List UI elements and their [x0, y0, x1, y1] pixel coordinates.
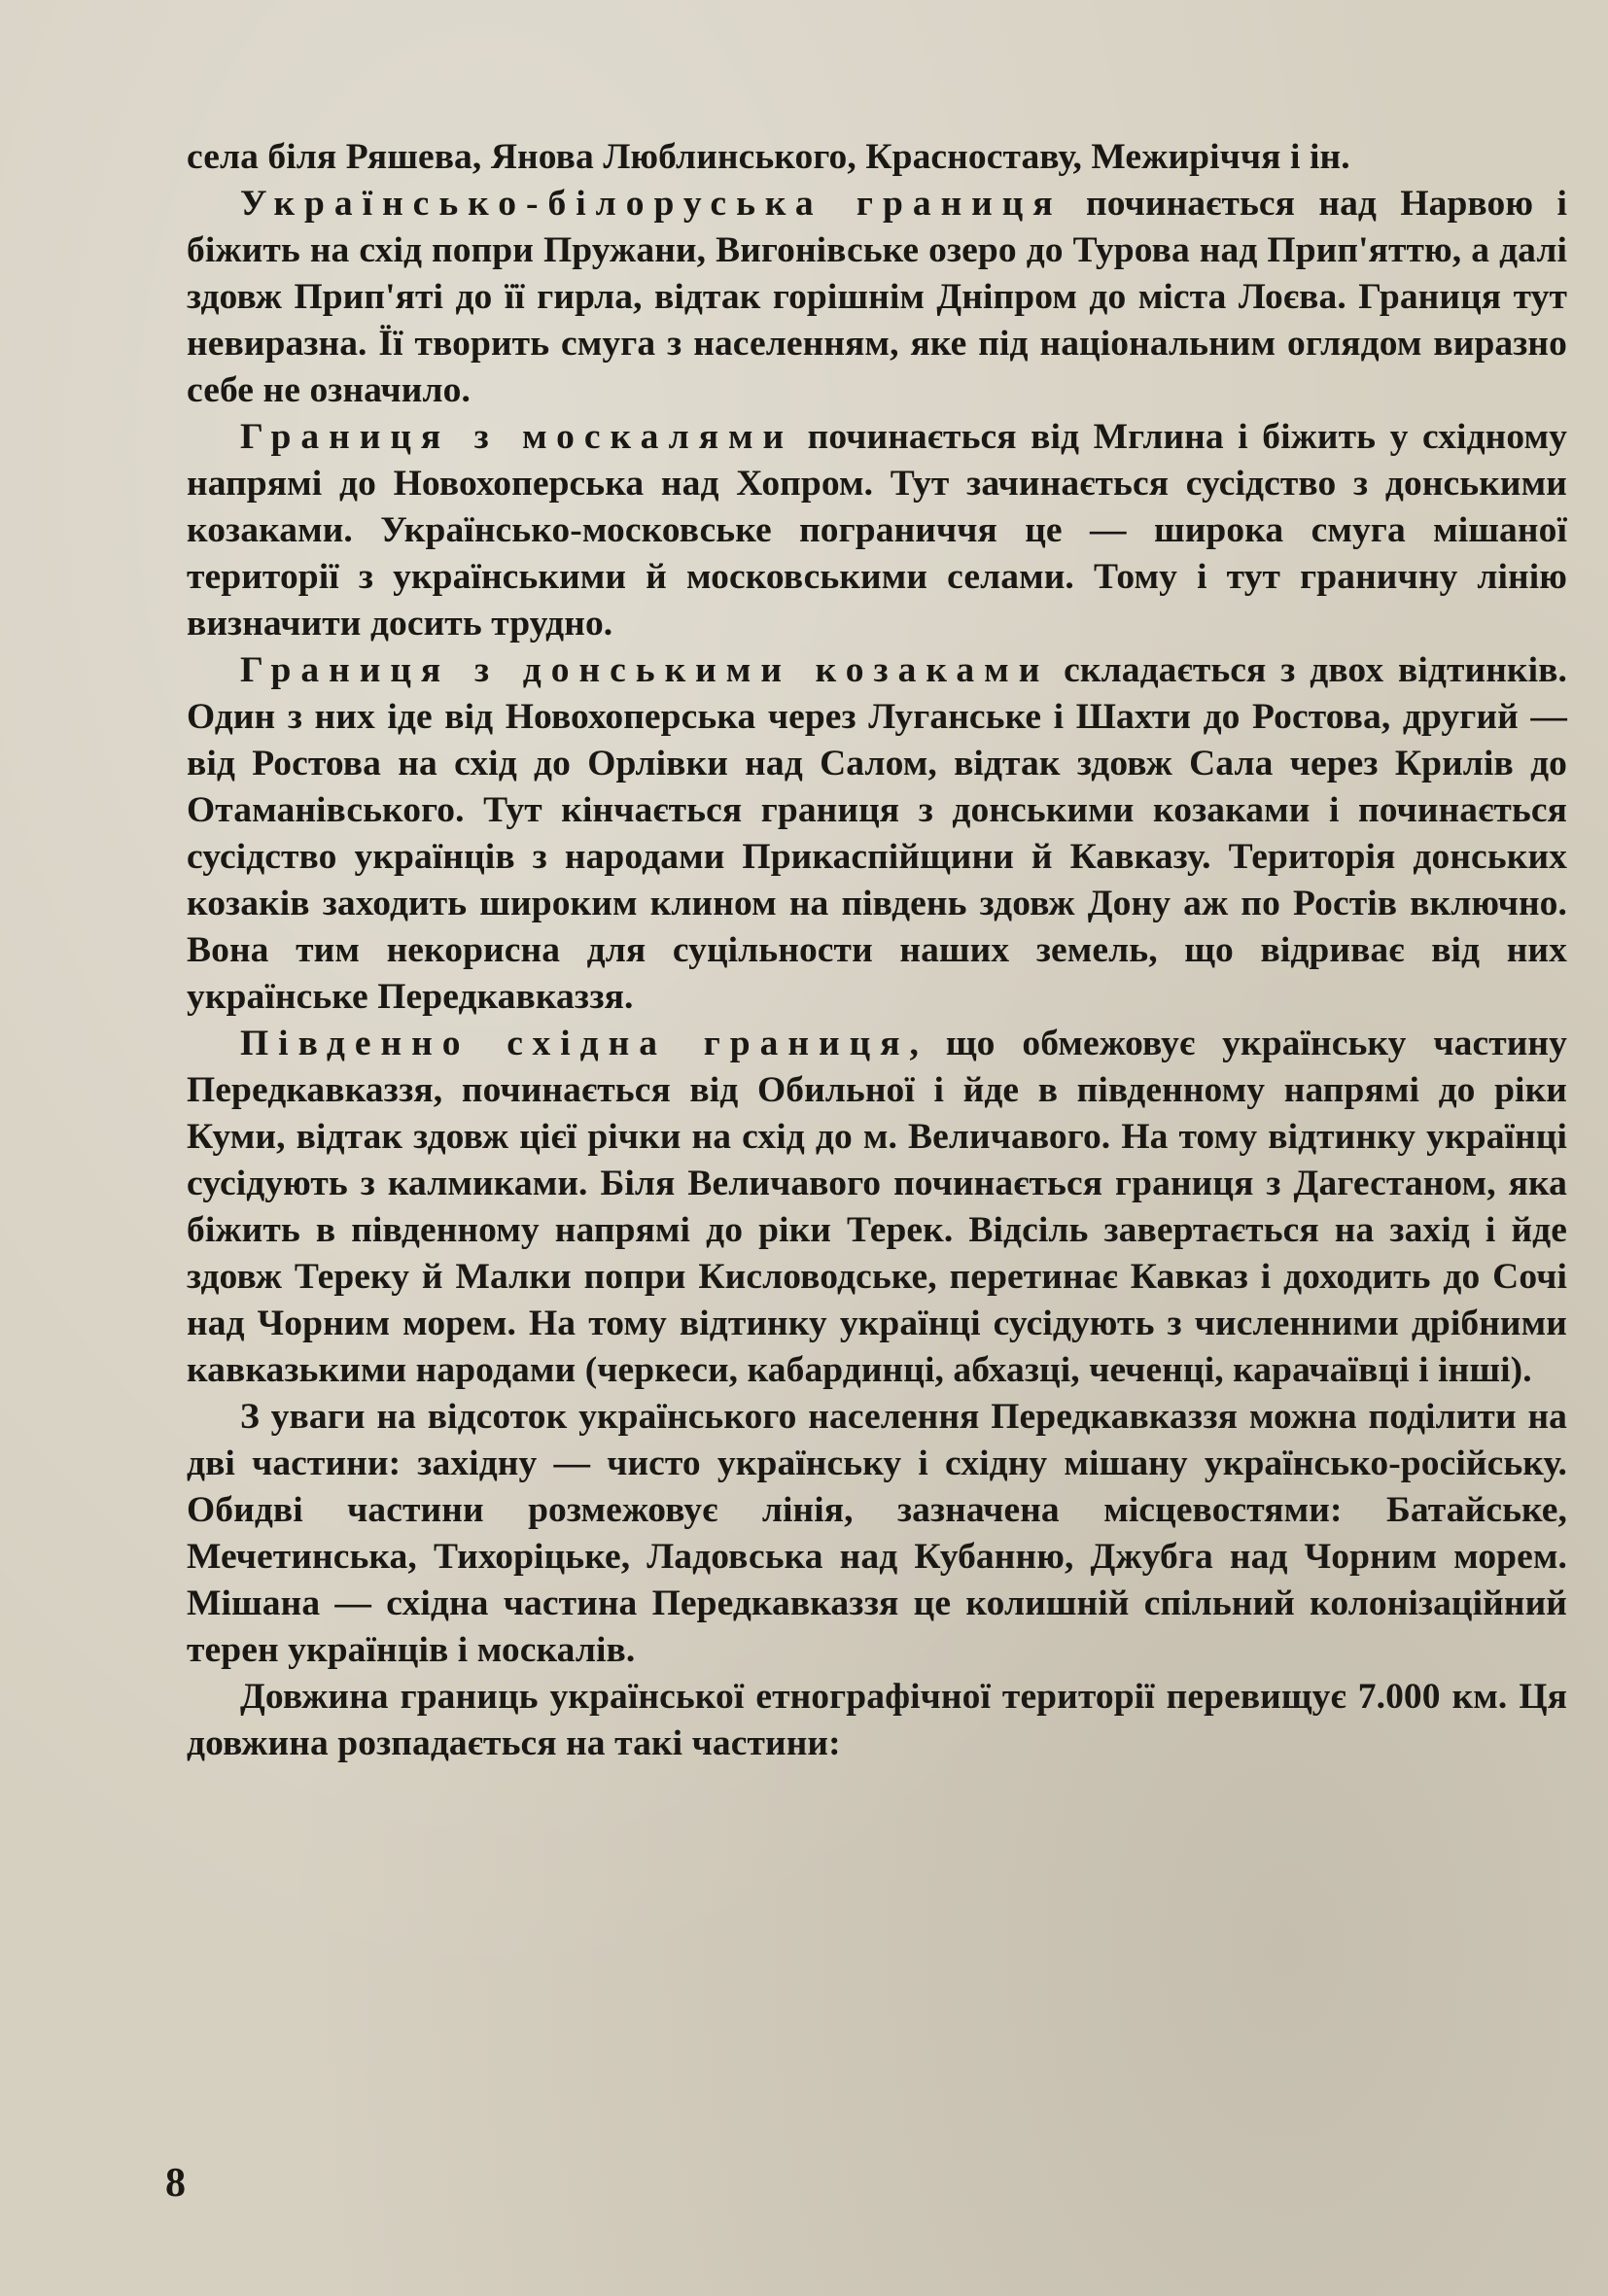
paragraph-text: починається над Нарвою і біжить на схід попри Пружани, Вигонівське озеро до Турова над Прип'яттю, а далі здовж Прип'яті до її гирла, відтак горішнім Дніпром до міста Лоєва. Границя тут невиразна. Її творить смуга з населенням, яке під національним оглядом виразно себе не означило. — [187, 184, 1567, 410]
paragraph-text: села біля Ряшева, Янова Люблинського, Красноставу, Межиріччя і ін. — [187, 137, 1350, 177]
section-lead-border-with-muscovites: Границя з москалями — [240, 417, 794, 457]
paragraph-border-with-muscovites — [187, 414, 1567, 647]
paragraph-text: , що обмежовує українську частину Передкавказзя, починається від Обильної і йде в південному напрямі до ріки Куми, відтак здовж цієї річки на схід до м. Величавого. На тому відтинку українці сусідують з калмиками. Біля Величавого починається границя з Дагестаном, яка біжить в південному напрямі до ріки Терек. Відсіль завертається на захід і йде здовж Тереку й Малки попри Кисловодське, перетинає Кавказ і доходить до Сочі над Чорним морем. На тому відтинку українці сусідують з численними дрібними кавказькими народами (черкеси, кабардинці, абхазці, чеченці, карачаївці і інші). — [187, 1024, 1567, 1390]
paragraph-caucasus-division — [187, 1394, 1567, 1674]
paragraph-text: починається від Мглина і біжить у східному напрямі до Новохоперська над Хопром. Тут зачинається сусідство з донськими козаками. Українсько-московське пограниччя це — широка смуга мішаної території з українськими й московськими селами. Тому і тут граничну лінію визначити досить трудно. — [187, 417, 1567, 644]
paragraph-southeast-border — [187, 1021, 1567, 1394]
page-text — [187, 134, 1567, 1767]
paragraph-text: Довжина границь української етнографічної території перевищує 7.000 км. Ця довжина розпадається на такі частини: — [187, 1677, 1567, 1763]
section-lead-border-with-don-cossacks: Границя з донськими козаками — [240, 650, 1050, 690]
section-lead-ukrainian-belarusian-border: Українсько-білоруська границя — [240, 184, 1063, 224]
paragraph-border-length — [187, 1674, 1567, 1767]
section-lead-southeast-border: Південно східна границя — [240, 1024, 910, 1063]
paragraph-text: складається з двох відтинків. Один з них іде від Новохоперська через Луганське і Шахти до Ростова, другий — від Ростова на схід до Орлівки над Салом, відтак здовж Сала через Крилів до Отаманівського. Тут кінчається границя з донськими козаками і починається сусідство українців з народами Прикаспійщини й Кавказу. Територія донських козаків заходить широким клином на південь здовж Дону аж по Ростів включно. Вона тим некорисна для суцільности наших земель, що відриває від них українське Передкавказзя. — [187, 650, 1567, 1017]
page-number: 8 — [165, 2161, 186, 2206]
paragraph-1 — [187, 134, 1567, 181]
paragraph-text: З уваги на відсоток українського населення Передкавказзя можна поділити на дві частини: західну — чисто українську і східну мішану українсько-російську. Обидві частини розмежовує лінія, зазначена місцевостями: Батайське, Мечетинська, Тихоріцьке, Ладовська над Кубанню, Джубга над Чорним морем. Мішана — східна частина Передкавказзя це колишній спільний колонізаційний терен українців і москалів. — [187, 1397, 1567, 1670]
paragraph-ukrainian-belarusian-border — [187, 181, 1567, 414]
paragraph-border-with-don-cossacks — [187, 647, 1567, 1021]
